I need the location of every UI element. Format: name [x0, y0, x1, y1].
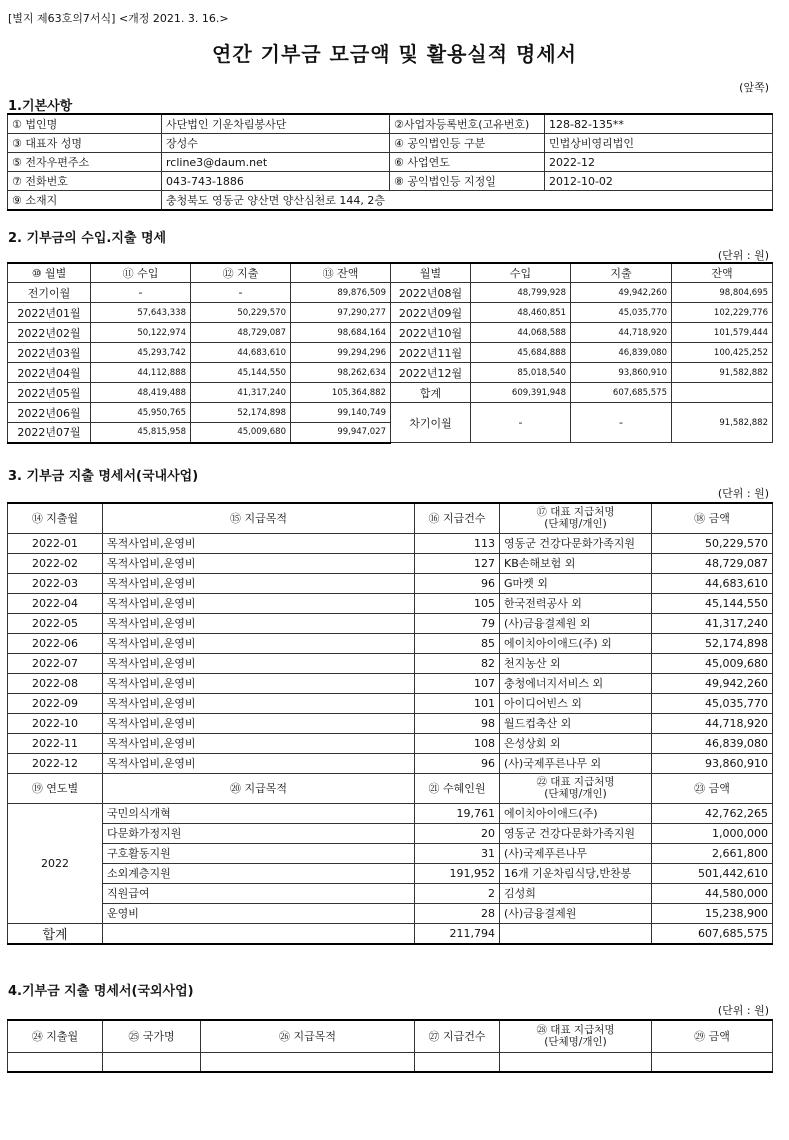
purpose-cell: 목적사업비,운영비 — [103, 753, 415, 773]
count-cell: 85 — [415, 633, 500, 653]
count-cell: 28 — [415, 903, 500, 923]
data-row — [8, 573, 773, 593]
amount-cell: 41,317,240 — [191, 383, 291, 403]
amount-cell: 93,860,910 — [571, 363, 672, 383]
month-cell: 2022-01 — [8, 533, 103, 553]
column-header: ⑫ 지출 — [191, 263, 291, 283]
purpose-cell: 직원급여 — [103, 883, 415, 903]
page-title: 연간 기부금 모금액 및 활용실적 명세서 — [212, 42, 577, 66]
count-cell: 19,761 — [415, 803, 500, 823]
purpose-cell: 목적사업비,운영비 — [103, 713, 415, 733]
column-header: ㉑ 수혜인원 — [415, 773, 500, 803]
purpose-cell: 목적사업비,운영비 — [103, 533, 415, 553]
header-row — [8, 503, 773, 533]
month-cell: 2022년03월 — [8, 343, 91, 363]
month-cell: 전기이월 — [8, 283, 91, 303]
header-line: (단체명/개인) — [544, 788, 607, 800]
field-label: ⑦ 전화번호 — [8, 172, 162, 191]
column-header: ⑲ 연도별 — [8, 773, 103, 803]
total-label: 합계 — [8, 923, 103, 944]
payee-cell: 영동군 건강다문화가족지원 — [500, 823, 652, 843]
data-row — [8, 303, 773, 323]
table-cell — [500, 1052, 652, 1072]
data-row — [8, 323, 773, 343]
month-cell: 2022-05 — [8, 613, 103, 633]
data-row — [8, 613, 773, 633]
purpose-cell: 소외계층지원 — [103, 863, 415, 883]
data-row — [8, 553, 773, 573]
amount-cell: 99,294,296 — [291, 343, 391, 363]
data-row — [8, 673, 773, 693]
count-cell: 2 — [415, 883, 500, 903]
payee-cell: KB손해보험 외 — [500, 553, 652, 573]
amount-cell: 46,839,080 — [652, 733, 773, 753]
column-header: ㉗ 지급건수 — [415, 1020, 500, 1052]
count-cell: 108 — [415, 733, 500, 753]
amount-cell: 48,419,488 — [91, 383, 191, 403]
amount-cell: 48,729,087 — [191, 323, 291, 343]
month-cell: 2022-11 — [8, 733, 103, 753]
data-row — [8, 693, 773, 713]
field-label: ⑥ 사업연도 — [390, 153, 545, 172]
total-count: 211,794 — [415, 923, 500, 944]
purpose-cell: 목적사업비,운영비 — [103, 693, 415, 713]
amount-cell: 44,683,610 — [191, 343, 291, 363]
amount-cell: 48,799,928 — [471, 283, 571, 303]
count-cell: 191,952 — [415, 863, 500, 883]
table-cell — [103, 1052, 201, 1072]
amount-cell: 98,684,164 — [291, 323, 391, 343]
column-header: ㉔ 지출월 — [8, 1020, 103, 1052]
table-cell — [8, 1052, 103, 1072]
amount-cell: 101,579,444 — [672, 323, 773, 343]
header-row — [8, 263, 773, 283]
data-row — [8, 533, 773, 553]
data-row — [8, 363, 773, 383]
month-cell: 2022-07 — [8, 653, 103, 673]
basic-info-row — [8, 191, 773, 211]
data-row — [8, 653, 773, 673]
amount-cell: 57,643,338 — [91, 303, 191, 323]
header-line: ⑰ 대표 지급처명 — [536, 506, 615, 519]
amount-cell: 42,762,265 — [652, 803, 773, 823]
amount-cell: 44,683,610 — [652, 573, 773, 593]
payee-cell: 16개 기운차림식당,반찬봉 — [500, 863, 652, 883]
month-cell: 2022년06월 — [8, 403, 91, 423]
column-header: ㉖ 지급목적 — [201, 1020, 415, 1052]
month-cell: 2022년05월 — [8, 383, 91, 403]
basic-info-row — [8, 153, 773, 172]
purpose-cell: 목적사업비,운영비 — [103, 633, 415, 653]
amount-cell: 46,839,080 — [571, 343, 672, 363]
header-line: (단체명/개인) — [544, 518, 607, 531]
month-cell: 2022-12 — [8, 753, 103, 773]
amount-cell: - — [191, 283, 291, 303]
amount-cell: 45,293,742 — [91, 343, 191, 363]
amount-cell: 501,442,610 — [652, 863, 773, 883]
column-header: 수입 — [471, 263, 571, 283]
month-cell: 2022년07월 — [8, 423, 91, 443]
amount-cell: 98,262,634 — [291, 363, 391, 383]
month-cell: 2022년10월 — [391, 323, 471, 343]
month-cell: 2022년04월 — [8, 363, 91, 383]
payee-cell: 아이디어빈스 외 — [500, 693, 652, 713]
section2-unit: (단위 : 원) — [717, 249, 769, 262]
amount-cell: 49,942,260 — [571, 283, 672, 303]
field-value: 충청북도 영동군 양산면 양산심천로 144, 2층 — [162, 191, 773, 211]
purpose-cell: 목적사업비,운영비 — [103, 733, 415, 753]
amount-cell: - — [91, 283, 191, 303]
amount-cell: 49,942,260 — [652, 673, 773, 693]
amount-cell: 45,950,765 — [91, 403, 191, 423]
data-row — [8, 843, 773, 863]
amount-cell: 105,364,882 — [291, 383, 391, 403]
data-row — [8, 753, 773, 773]
table-cell — [500, 923, 652, 944]
amount-cell: 102,229,776 — [672, 303, 773, 323]
basic-info-row — [8, 114, 773, 134]
amount-cell: 50,229,570 — [191, 303, 291, 323]
section4-heading: 4.기부금 지출 명세서(국외사업) — [8, 984, 194, 999]
month-cell: 2022년09월 — [391, 303, 471, 323]
header-line: (단체명/개인) — [544, 1036, 607, 1049]
purpose-cell: 목적사업비,운영비 — [103, 553, 415, 573]
table-cell — [201, 1052, 415, 1072]
amount-cell: 44,112,888 — [91, 363, 191, 383]
field-value: 128-82-135** — [545, 114, 773, 134]
amount-cell: 45,815,958 — [91, 423, 191, 443]
amount-cell: 91,582,882 — [672, 363, 773, 383]
column-header: ⑪ 수입 — [91, 263, 191, 283]
column-header — [500, 1020, 652, 1052]
amount-cell: 50,229,570 — [652, 533, 773, 553]
data-row — [8, 403, 773, 423]
domestic-expense-table — [7, 502, 773, 945]
amount-cell: 2,661,800 — [652, 843, 773, 863]
field-value: 043-743-1886 — [162, 172, 390, 191]
purpose-cell: 목적사업비,운영비 — [103, 653, 415, 673]
payee-cell: 천지농산 외 — [500, 653, 652, 673]
amount-cell: 44,718,920 — [571, 323, 672, 343]
count-cell: 82 — [415, 653, 500, 673]
month-cell: 2022-08 — [8, 673, 103, 693]
field-value: 장성수 — [162, 134, 390, 153]
data-row — [8, 823, 773, 843]
field-value: rcline3@daum.net — [162, 153, 390, 172]
field-value: 민법상비영리법인 — [545, 134, 773, 153]
amount-cell: 15,238,900 — [652, 903, 773, 923]
column-header: 월별 — [391, 263, 471, 283]
purpose-cell: 구호활동지원 — [103, 843, 415, 863]
total-row — [8, 923, 773, 944]
amount-cell: 100,425,252 — [672, 343, 773, 363]
column-header: ⑯ 지급건수 — [415, 503, 500, 533]
section3-heading: 3. 기부금 지출 명세서(국내사업) — [8, 469, 199, 484]
payee-cell: 한국전력공사 외 — [500, 593, 652, 613]
data-row — [8, 803, 773, 823]
purpose-cell: 목적사업비,운영비 — [103, 613, 415, 633]
data-row — [8, 593, 773, 613]
header-line: ㉘ 대표 지급처명 — [536, 1024, 615, 1037]
amount-cell: 91,582,882 — [672, 403, 773, 443]
count-cell: 113 — [415, 533, 500, 553]
amount-cell: 48,729,087 — [652, 553, 773, 573]
amount-cell: 97,290,277 — [291, 303, 391, 323]
payee-cell: (사)국제푸른나무 외 — [500, 753, 652, 773]
payee-cell: 에이치아이애드(주) — [500, 803, 652, 823]
payee-cell: (사)금융결제원 외 — [500, 613, 652, 633]
column-header: ⑭ 지출월 — [8, 503, 103, 533]
carry-label: 차기이월 — [391, 403, 471, 443]
month-cell: 합계 — [391, 383, 471, 403]
column-header: ⑮ 지급목적 — [103, 503, 415, 533]
amount-cell: 45,009,680 — [652, 653, 773, 673]
column-header: 지출 — [571, 263, 672, 283]
count-cell: 96 — [415, 573, 500, 593]
column-header: ㉕ 국가명 — [103, 1020, 201, 1052]
column-header: ⑩ 월별 — [8, 263, 91, 283]
empty-row — [8, 1052, 773, 1072]
count-cell: 105 — [415, 593, 500, 613]
count-cell: 127 — [415, 553, 500, 573]
header-line: ㉒ 대표 지급처명 — [536, 776, 615, 788]
form-number: [별지 제63호의7서식] <개정 2021. 3. 16.> — [8, 12, 229, 25]
purpose-cell: 목적사업비,운영비 — [103, 673, 415, 693]
payee-cell: 은성상회 외 — [500, 733, 652, 753]
month-cell: 2022년12월 — [391, 363, 471, 383]
column-header: ⑳ 지급목적 — [103, 773, 415, 803]
amount-cell: 93,860,910 — [652, 753, 773, 773]
month-cell: 2022-03 — [8, 573, 103, 593]
field-label: ⑤ 전자우편주소 — [8, 153, 162, 172]
header-row — [8, 1020, 773, 1052]
total-amount: 607,685,575 — [652, 923, 773, 944]
month-cell: 2022-02 — [8, 553, 103, 573]
column-header — [500, 503, 652, 533]
table-cell — [103, 923, 415, 944]
table-cell — [415, 1052, 500, 1072]
data-row — [8, 883, 773, 903]
header-row — [8, 773, 773, 803]
field-value: 2022-12 — [545, 153, 773, 172]
data-row — [8, 633, 773, 653]
payee-cell: 충청에너지서비스 외 — [500, 673, 652, 693]
amount-cell: 41,317,240 — [652, 613, 773, 633]
overseas-expense-table — [7, 1019, 773, 1073]
basic-info-row — [8, 134, 773, 153]
amount-cell: 45,035,770 — [652, 693, 773, 713]
amount-cell: 85,018,540 — [471, 363, 571, 383]
count-cell: 101 — [415, 693, 500, 713]
count-cell: 79 — [415, 613, 500, 633]
amount-cell: - — [471, 403, 571, 443]
amount-cell: 98,804,695 — [672, 283, 773, 303]
column-header — [500, 773, 652, 803]
amount-cell: 45,035,770 — [571, 303, 672, 323]
column-header: 잔액 — [672, 263, 773, 283]
payee-cell: G마켓 외 — [500, 573, 652, 593]
data-row — [8, 903, 773, 923]
field-value: 사단법인 기운차림봉사단 — [162, 114, 390, 134]
payee-cell: (사)국제푸른나무 — [500, 843, 652, 863]
month-cell: 2022-04 — [8, 593, 103, 613]
amount-cell: - — [571, 403, 672, 443]
amount-cell: 99,947,027 — [291, 423, 391, 443]
amount-cell: 45,684,888 — [471, 343, 571, 363]
field-value: 2012-10-02 — [545, 172, 773, 191]
payee-cell: 김성희 — [500, 883, 652, 903]
data-row — [8, 383, 773, 403]
amount-cell: 45,009,680 — [191, 423, 291, 443]
purpose-cell: 목적사업비,운영비 — [103, 593, 415, 613]
amount-cell: 48,460,851 — [471, 303, 571, 323]
field-label: ③ 대표자 성명 — [8, 134, 162, 153]
month-cell: 2022년08월 — [391, 283, 471, 303]
amount-cell: 50,122,974 — [91, 323, 191, 343]
field-label: ⑨ 소재지 — [8, 191, 162, 211]
data-row — [8, 863, 773, 883]
amount-cell: 44,580,000 — [652, 883, 773, 903]
data-row — [8, 283, 773, 303]
section4-unit: (단위 : 원) — [717, 1004, 769, 1017]
count-cell: 31 — [415, 843, 500, 863]
month-cell: 2022-10 — [8, 713, 103, 733]
amount-cell: 99,140,749 — [291, 403, 391, 423]
count-cell: 20 — [415, 823, 500, 843]
amount-cell: 45,144,550 — [191, 363, 291, 383]
field-label: ②사업자등록번호(고유번호) — [390, 114, 545, 134]
amount-cell: 1,000,000 — [652, 823, 773, 843]
purpose-cell: 다문화가정지원 — [103, 823, 415, 843]
amount-cell: 44,718,920 — [652, 713, 773, 733]
count-cell: 98 — [415, 713, 500, 733]
field-label: ① 법인명 — [8, 114, 162, 134]
purpose-cell: 운영비 — [103, 903, 415, 923]
payee-cell: (사)금융결제원 — [500, 903, 652, 923]
data-row — [8, 343, 773, 363]
amount-cell: 44,068,588 — [471, 323, 571, 343]
month-cell: 2022-09 — [8, 693, 103, 713]
basic-info-table — [7, 113, 773, 211]
column-header: ⑬ 잔액 — [291, 263, 391, 283]
count-cell: 107 — [415, 673, 500, 693]
count-cell: 96 — [415, 753, 500, 773]
table-cell — [652, 1052, 773, 1072]
amount-cell: 52,174,898 — [652, 633, 773, 653]
column-header: ⑱ 금액 — [652, 503, 773, 533]
year-cell: 2022 — [8, 803, 103, 923]
amount-cell: 607,685,575 — [571, 383, 672, 403]
basic-info-row — [8, 172, 773, 191]
purpose-cell: 목적사업비,운영비 — [103, 573, 415, 593]
data-row — [8, 733, 773, 753]
payee-cell: 에이치아이애드(주) 외 — [500, 633, 652, 653]
payee-cell: 월드컵축산 외 — [500, 713, 652, 733]
data-row — [8, 713, 773, 733]
amount-cell: 89,876,509 — [291, 283, 391, 303]
page-side-label: (앞쪽) — [739, 81, 769, 94]
amount-cell: 52,174,898 — [191, 403, 291, 423]
month-cell: 2022년01월 — [8, 303, 91, 323]
amount-cell: 45,144,550 — [652, 593, 773, 613]
payee-cell: 영동군 건강다문화가족지원 — [500, 533, 652, 553]
section2-heading: 2. 기부금의 수입.지출 명세 — [8, 231, 167, 246]
field-label: ⑧ 공익법인등 지정일 — [390, 172, 545, 191]
month-cell: 2022년11월 — [391, 343, 471, 363]
month-cell: 2022년02월 — [8, 323, 91, 343]
amount-cell: 609,391,948 — [471, 383, 571, 403]
field-label: ④ 공익법인등 구분 — [390, 134, 545, 153]
amount-cell — [672, 383, 773, 403]
section3-unit: (단위 : 원) — [717, 487, 769, 500]
column-header: ㉓ 금액 — [652, 773, 773, 803]
section1-heading: 1.기본사항 — [8, 99, 73, 114]
month-cell: 2022-06 — [8, 633, 103, 653]
purpose-cell: 국민의식개혁 — [103, 803, 415, 823]
column-header: ㉙ 금액 — [652, 1020, 773, 1052]
income-expense-table — [7, 262, 773, 444]
